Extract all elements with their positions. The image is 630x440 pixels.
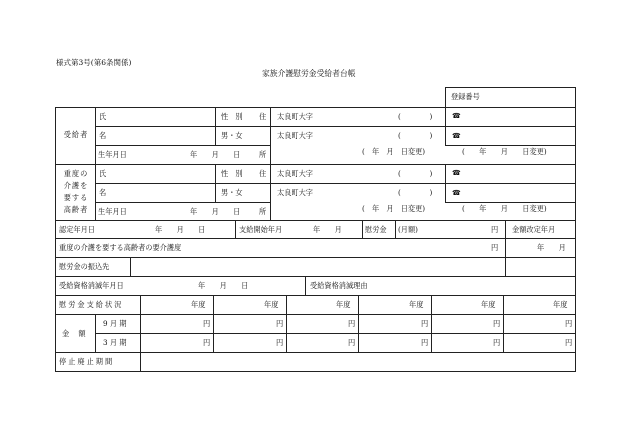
mar-yen-6: 円 — [565, 338, 573, 347]
monthly-amount-label: (月額) — [398, 225, 418, 234]
recipient-address-label-2: 所 — [259, 150, 267, 159]
mar-yen-4: 円 — [421, 338, 429, 347]
mar-yen-2: 円 — [276, 338, 284, 347]
payment-start-label: 支給開始年月 — [239, 225, 283, 234]
registration-number-label: 登録番号 — [451, 92, 480, 101]
elderly-phone-icon-2: ☎ — [452, 189, 461, 197]
recipient-name-label-2: 名 — [99, 131, 107, 140]
table-bottom-border — [55, 371, 576, 372]
form-number: 様式第3号(第6条関係) — [56, 58, 132, 67]
sep-yen-4: 円 — [421, 319, 429, 328]
elderly-section-label-4: 高齢者 — [63, 205, 89, 214]
elderly-birthdate-label: 生年月日 — [98, 207, 127, 216]
recipient-birthdate-value[interactable]: 年 月 日 — [190, 150, 241, 159]
care-level-yen: 円 — [491, 243, 499, 252]
recipient-phone-change-date[interactable]: ( 年 月 日変更) — [462, 147, 547, 156]
sep-yen-6: 円 — [565, 319, 573, 328]
payment-status-label: 慰労金支給状況 — [59, 300, 124, 309]
table-right-border — [575, 87, 576, 371]
march-label: 3 月 期 — [103, 338, 127, 347]
approval-date-value[interactable]: 年 月 日 — [155, 225, 206, 234]
recipient-address-1-paren: ( ) — [398, 112, 433, 121]
september-label: 9 月 期 — [103, 319, 127, 328]
recipient-sex-label: 性 別 — [221, 112, 243, 121]
elderly-sex-label: 性 別 — [221, 169, 243, 178]
mar-yen-5: 円 — [493, 338, 501, 347]
sep-yen-5: 円 — [493, 319, 501, 328]
mar-yen-3: 円 — [348, 338, 356, 347]
elderly-address-change-date[interactable]: ( 年 月 日変更) — [362, 204, 426, 213]
recipient-address-2[interactable]: 太良町大字 — [277, 131, 313, 140]
elderly-section-label-3: 要する — [63, 193, 89, 202]
elderly-address-label-2: 所 — [259, 207, 267, 216]
elderly-address-2[interactable]: 太良町大字 — [277, 188, 313, 197]
elderly-section-label-1: 重度の — [63, 169, 89, 178]
year-label-4: 年度 — [409, 300, 424, 309]
year-label-1: 年度 — [191, 300, 206, 309]
elderly-phone-change-date[interactable]: ( 年 月 日変更) — [462, 204, 547, 213]
allowance-label: 慰労金 — [365, 225, 387, 234]
loss-reason-label: 受給資格消滅理由 — [310, 281, 368, 290]
approval-date-label: 認定年月日 — [59, 225, 95, 234]
amount-revision-label: 金額改定年月 — [512, 225, 556, 234]
mar-yen-1: 円 — [203, 338, 211, 347]
recipient-phone-icon: ☎ — [452, 112, 461, 120]
care-level-label: 重度の介護を要する高齢者の要介護度 — [59, 243, 182, 252]
elderly-name-label-1: 氏 — [99, 169, 107, 178]
recipient-address-change-date[interactable]: ( 年 月 日変更) — [362, 147, 426, 156]
elderly-phone-icon: ☎ — [452, 169, 461, 177]
year-label-5: 年度 — [481, 300, 496, 309]
elderly-address-1-paren: ( ) — [398, 169, 433, 178]
recipient-address-1[interactable]: 太良町大字 — [277, 112, 313, 121]
year-label-6: 年度 — [553, 300, 568, 309]
recipient-name-label-1: 氏 — [99, 112, 107, 121]
recipient-birthdate-label: 生年月日 — [98, 150, 127, 159]
recipient-section-label: 受給者 — [63, 130, 89, 139]
payment-start-value[interactable]: 年 月 — [313, 225, 342, 234]
year-label-2: 年度 — [264, 300, 279, 309]
elderly-address-1[interactable]: 太良町大字 — [277, 169, 313, 178]
form-title: 家族介護慰労金受給者台帳 — [262, 69, 356, 78]
care-level-date[interactable]: 年 月 — [537, 243, 566, 252]
loss-date-label: 受給資格消滅年月日 — [59, 281, 124, 290]
monthly-amount-yen: 円 — [491, 225, 499, 234]
suspension-label: 停止廃止期間 — [59, 357, 115, 366]
amount-label: 金 額 — [62, 329, 87, 338]
table-left-border — [55, 107, 56, 371]
recipient-phone-icon-2: ☎ — [452, 132, 461, 140]
sep-yen-1: 円 — [203, 319, 211, 328]
elderly-name-label-2: 名 — [99, 188, 107, 197]
recipient-sex-value[interactable]: 男・女 — [221, 131, 243, 140]
elderly-sex-value[interactable]: 男・女 — [221, 188, 243, 197]
elderly-section-label-2: 介護を — [63, 181, 89, 190]
elderly-birthdate-value[interactable]: 年 月 日 — [190, 207, 241, 216]
recipient-address-label-1: 住 — [259, 112, 267, 121]
recipient-address-2-paren: ( ) — [398, 131, 433, 140]
elderly-address-label-1: 住 — [259, 169, 267, 178]
elderly-address-2-paren: ( ) — [398, 188, 433, 197]
transfer-label: 慰労金の振込先 — [59, 262, 110, 271]
sep-yen-3: 円 — [348, 319, 356, 328]
loss-date-value[interactable]: 年 月 日 — [198, 281, 249, 290]
year-label-3: 年度 — [336, 300, 351, 309]
sep-yen-2: 円 — [276, 319, 284, 328]
